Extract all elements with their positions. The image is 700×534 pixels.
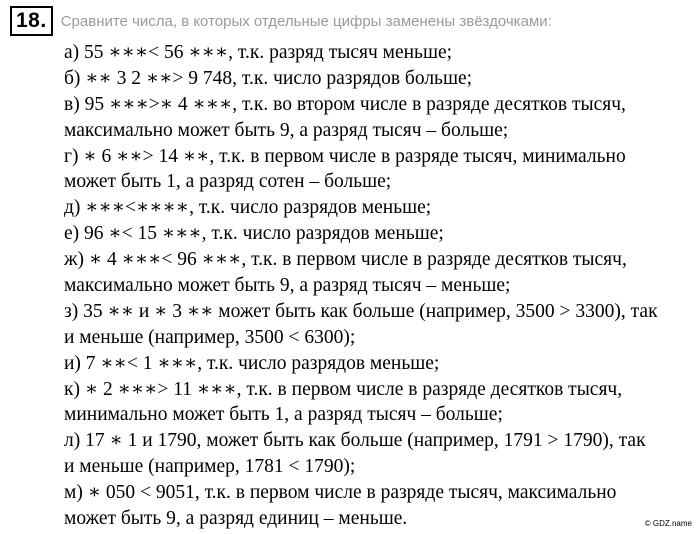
solution-line: может быть 1, а разряд сотен – больше; <box>64 171 392 193</box>
task-statement: Сравните числа, в которых отдельные цифры заменены звёздочками: <box>60 12 552 30</box>
task-number: 18. <box>10 6 53 36</box>
solution-line: ж) ∗ 4 ∗∗∗< 96 ∗∗∗, т.к. в первом числе в разряде десятков тысяч, <box>64 249 627 271</box>
watermark: © GDZ.name <box>644 519 692 528</box>
solution-line: максимально может быть 9, а разряд тысяч – больше; <box>64 119 509 141</box>
solution-line: и меньше (например, 1781 < 1790); <box>64 456 356 478</box>
solution-line: а) 55 ∗∗∗< 56 ∗∗∗, т.к. разряд тысяч меньше; <box>64 42 453 63</box>
solution-line: минимально может быть 1, а разряд тысяч – больше; <box>64 404 503 426</box>
solution-line: б) ∗∗ 3 2 ∗∗> 9 748, т.к. число разрядов больше; <box>64 67 473 89</box>
solution-line: максимально может быть 9, а разряд тысяч – меньше; <box>64 275 511 297</box>
solution-line: и) 7 ∗∗< 1 ∗∗∗, т.к. число разрядов меньше; <box>64 352 440 374</box>
solution-line: л) 17 ∗ 1 и 1790, может быть как больше (например, 1791 > 1790), так <box>64 430 646 452</box>
task-header <box>10 6 552 36</box>
solution-line: г) ∗ 6 ∗∗> 14 ∗∗, т.к. в первом числе в разряде тысяч, минимально <box>64 145 626 167</box>
solution-line: м) ∗ 050 < 9051, т.к. в первом числе в разряде тысяч, максимально <box>64 482 617 504</box>
solution-line: к) ∗ 2 ∗∗∗> 11 ∗∗∗, т.к. в первом числе в разряде десятков тысяч, <box>64 378 623 400</box>
solution-line: е) 96 ∗< 15 ∗∗∗, т.к. число разрядов меньше; <box>64 223 444 245</box>
solution-line: может быть 9, а разряд единиц – меньше. <box>64 508 408 530</box>
solution-line: д) ∗∗∗<∗∗∗∗, т.к. число разрядов меньше; <box>64 197 432 219</box>
solution-text <box>64 40 694 532</box>
solution-line: в) 95 ∗∗∗>∗ 4 ∗∗∗, т.к. во втором числе в разряде десятков тысяч, <box>64 93 626 115</box>
solution-line: з) 35 ∗∗ и ∗ 3 ∗∗ может быть как больше (например, 3500 > 3300), так <box>64 300 658 322</box>
solution-line: и меньше (например, 3500 < 6300); <box>64 326 356 348</box>
